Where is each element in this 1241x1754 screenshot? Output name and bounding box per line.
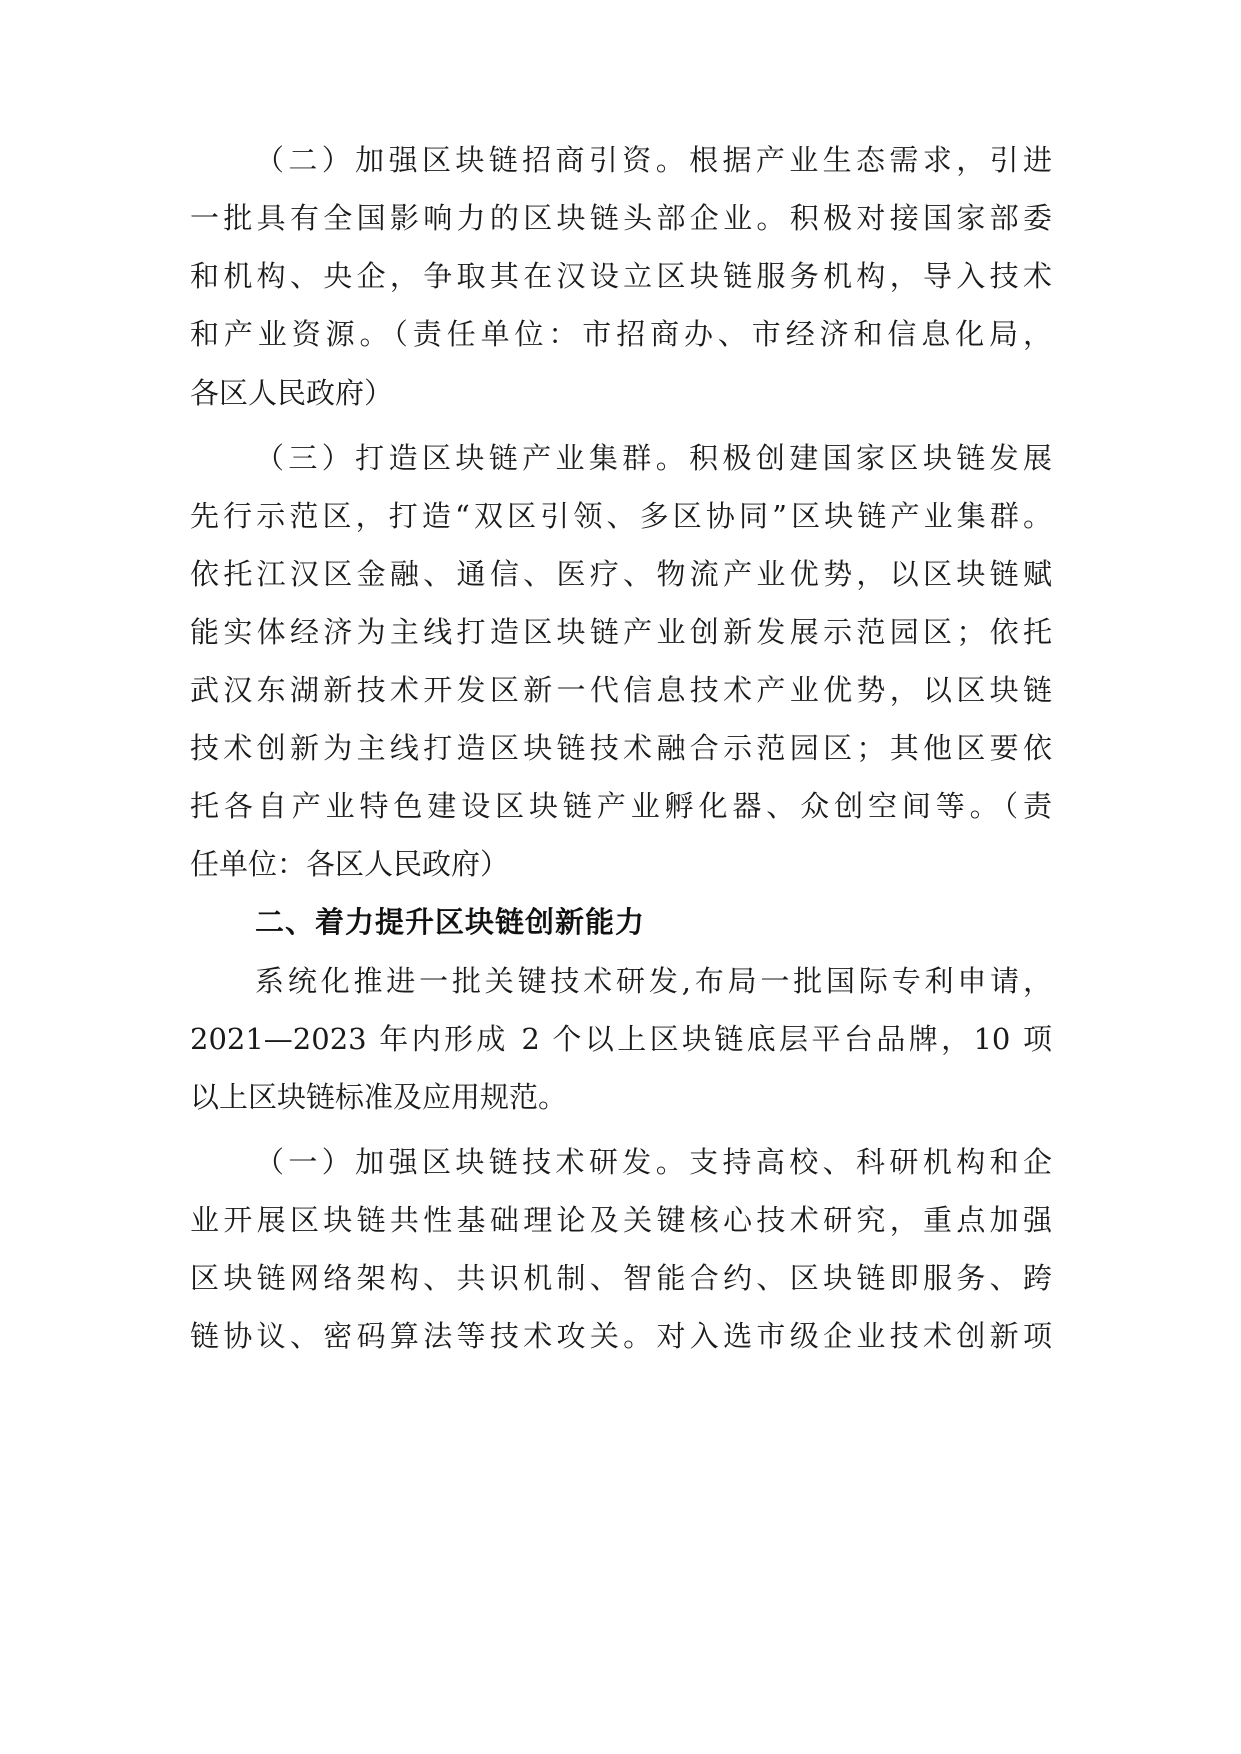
text-line: 技术创新为主线打造区块链技术融合示范园区；其他区要依 bbox=[190, 731, 1052, 765]
text-line: 武汉东湖新技术开发区新一代信息技术产业优势，以区块链 bbox=[190, 673, 1052, 707]
text-line: 托各自产业特色建设区块链产业孵化器、众创空间等。（责 bbox=[190, 789, 1052, 823]
text-line: 一批具有全国影响力的区块链头部企业。积极对接国家部委 bbox=[190, 201, 1052, 235]
text-line: 2021—2023 年内形成 2 个以上区块链底层平台品牌，10 项 bbox=[190, 1022, 1052, 1056]
text-line: （一）加强区块链技术研发。支持高校、科研机构和企 bbox=[255, 1145, 1052, 1179]
text-line: 能实体经济为主线打造区块链产业创新发展示范园区；依托 bbox=[190, 615, 1052, 649]
text-line: 依托江汉区金融、通信、医疗、物流产业优势，以区块链赋 bbox=[190, 557, 1052, 591]
text-line: 先行示范区，打造“双区引领、多区协同”区块链产业集群。 bbox=[190, 499, 1052, 533]
text-line: 和产业资源。（责任单位：市招商办、市经济和信息化局， bbox=[190, 317, 1052, 351]
section-heading: 二、着力提升区块链创新能力 bbox=[255, 905, 646, 939]
text-line: （二）加强区块链招商引资。根据产业生态需求，引进 bbox=[255, 143, 1052, 177]
text-line: 任单位：各区人民政府） bbox=[190, 847, 510, 881]
text-line: 区块链网络架构、共识机制、智能合约、区块链即服务、跨 bbox=[190, 1261, 1052, 1295]
text-line: 链协议、密码算法等技术攻关。对入选市级企业技术创新项 bbox=[190, 1319, 1052, 1353]
text-line: 系统化推进一批关键技术研发,布局一批国际专利申请， bbox=[255, 964, 1052, 998]
text-line: 各区人民政府） bbox=[190, 376, 394, 410]
text-line: （三）打造区块链产业集群。积极创建国家区块链发展 bbox=[255, 441, 1052, 475]
text-line: 以上区块链标准及应用规范。 bbox=[190, 1080, 568, 1114]
text-line: 业开展区块链共性基础理论及关键核心技术研究，重点加强 bbox=[190, 1203, 1052, 1237]
text-line: 和机构、央企，争取其在汉设立区块链服务机构，导入技术 bbox=[190, 259, 1052, 293]
